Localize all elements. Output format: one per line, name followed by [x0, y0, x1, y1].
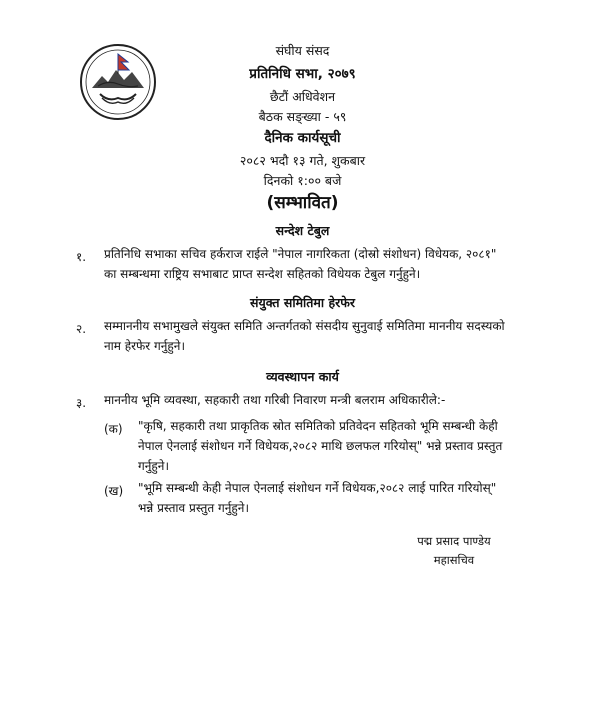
item-number: २. [76, 322, 87, 336]
subitem-text [138, 416, 558, 476]
item-line: प्रतिनिधि सभाका सचिव हर्कराज राईले "नेपाल नागरिकता (दोस्रो संशोधन) विधेयक, २०८१" [104, 247, 497, 261]
item-line: का सम्बन्धमा राष्ट्रिय सभाबाट प्राप्त सन्देश सहितको विधेयक टेबुल गर्नुहुने। [104, 267, 421, 281]
header-line-parliament: संघीय संसद [275, 43, 330, 58]
header-line-tentative: (सम्भावित) [266, 193, 339, 213]
header-line-meeting-number: बैठक सङ्ख्या - ५९ [258, 109, 347, 124]
header-line-date: २०८२ भदौ १३ गते, शुकबार [239, 153, 366, 168]
item-number: १. [76, 250, 87, 264]
section-title-joint-committee: संयुक्त समितिमा हेरफेर [250, 295, 355, 310]
item-number: ३. [76, 396, 87, 410]
header-line-house: प्रतिनिधि सभा, २०७९ [249, 66, 356, 82]
section-title-legislation: व्यवस्थापन कार्य [266, 369, 339, 384]
subitem-label: (ख) [104, 484, 124, 498]
section-title-message-table: सन्देश टेबुल [275, 223, 330, 238]
item-line: सम्माननीय सभामुखले संयुक्त समिति अन्तर्गतको संसदीय सुनुवाई समितिमा माननीय सदस्यको [104, 319, 505, 333]
page-title: दैनिक कार्यसूची [264, 130, 341, 146]
subitem-line: गर्नुहुने। [138, 459, 169, 473]
subitem-line: भन्ने प्रस्ताव प्रस्तुत गर्नुहुने। [138, 501, 250, 515]
item-text [104, 390, 544, 410]
header-line-time: दिनको १:०० बजे [263, 173, 342, 188]
item-text [104, 316, 544, 356]
item-line: नाम हेरफेर गर्नुहुने। [104, 339, 186, 353]
signatory-title: महासचिव [433, 553, 475, 567]
subitem-line: "कृषि, सहकारी तथा प्राकृतिक स्रोत समितिको प्रतिवेदन सहितको भूमि सम्बन्धी केही [138, 419, 498, 433]
item-text [104, 244, 544, 284]
signatory-name: पद्म प्रसाद पाण्डेय [417, 534, 491, 548]
subitem-label: (क) [104, 422, 123, 436]
subitem-line: "भूमि सम्बन्धी केही नेपाल ऐनलाई संशोधन गर्ने विधेयक,२०८२ लाई पारित गरियोस्" [138, 481, 497, 495]
header-line-session: छैटौं अधिवेशन [269, 89, 336, 104]
subitem-line: नेपाल ऐनलाई संशोधन गर्ने विधेयक,२०८२ माथि छलफल गरियोस्" भन्ने प्रस्ताव प्रस्तुत [138, 439, 503, 453]
subitem-text [138, 478, 558, 518]
item-line: माननीय भूमि व्यवस्था, सहकारी तथा गरिबी निवारण मन्त्री बलराम अधिकारीले:- [104, 393, 446, 407]
